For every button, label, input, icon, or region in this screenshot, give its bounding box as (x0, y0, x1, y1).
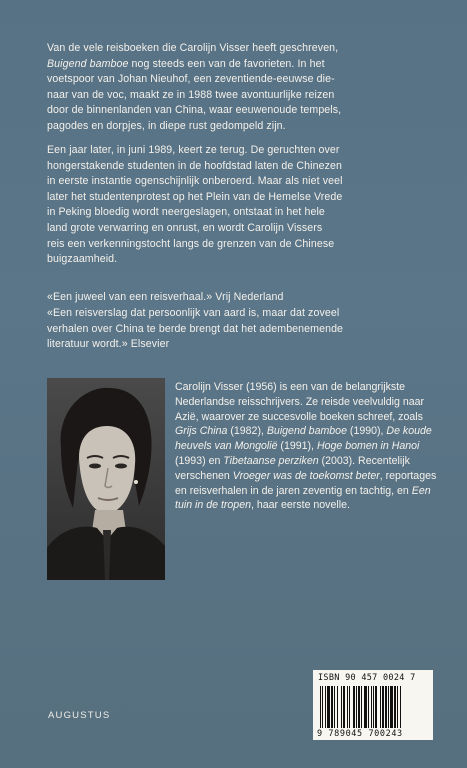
barcode-bar (385, 686, 387, 728)
barcode-bar (334, 686, 335, 728)
author-photo (47, 378, 165, 580)
barcode-bar (353, 686, 355, 728)
barcode-bar (400, 686, 401, 728)
book-title: Tibetaanse perziken (223, 454, 319, 467)
bio-text: (1990), (346, 425, 387, 438)
text-line: land grote verwarring en onrust, en wordt Carolijn Vissers (47, 221, 323, 234)
barcode-bar (343, 686, 345, 728)
text-line: voetspoor van Johan Nieuhof, een zeventiende-eeuwse die- (47, 73, 335, 86)
barcode-bar (373, 686, 374, 728)
barcode-bar (364, 686, 367, 728)
barcode-bar (331, 686, 333, 728)
text-line: in Peking bloedig wordt neergeslagen, ontstaat in het hele (47, 206, 325, 219)
text-line: later het studentenprotest op het Plein van de Hemelse Vrede (47, 190, 343, 203)
barcode-bar (349, 686, 350, 728)
text-line: door de binnenlanden van China, waar eeuwenoude tempels, (47, 104, 342, 117)
text-line: buigzaamheid. (47, 253, 118, 266)
quote-text: verhalen over China te berde brengt dat het adembenemende (47, 322, 344, 335)
text-line: hongerstakende studenten in de hoofdstad laten de Chinezen (47, 159, 342, 172)
barcode-bar (368, 686, 369, 728)
text-line: nog steeds een van de favorieten. In het (128, 57, 325, 70)
book-title: De koude heuvels van Mongolië (175, 425, 432, 453)
barcode-bar (361, 686, 362, 728)
barcode-bar (371, 686, 372, 728)
bio-text: , haar eerste novelle. (250, 499, 350, 512)
book-title: Buigend bamboe (266, 425, 347, 438)
barcode-bar (390, 686, 393, 728)
barcode-bar (394, 686, 396, 728)
barcode (319, 686, 429, 728)
bio-text: , reportages en reisverhalen in de jaren zeventig en tachtig, en (175, 469, 437, 497)
barcode-bar (347, 686, 348, 728)
text-line: pagodes en dorpjes, in diepe rust gedompeld zijn. (47, 119, 286, 132)
quote-source: Elsevier (127, 338, 170, 351)
barcode-bar (388, 686, 389, 728)
quote-text: «Een reisverslag dat persoonlijk van aard is, maar dat zoveel (47, 307, 340, 319)
book-title: Grijs China (175, 425, 228, 438)
author-bio (175, 380, 445, 513)
barcode-bar (320, 686, 321, 728)
barcode-bar (397, 686, 398, 728)
barcode-bar (325, 686, 326, 728)
quote-source: Vrij Nederland (212, 291, 284, 303)
barcode-bar (382, 686, 384, 728)
ean-number: 9 789045 700243 (317, 729, 403, 739)
bio-text: (1993) en (175, 454, 224, 467)
barcode-bar (322, 686, 323, 728)
text-line: Van de vele reisboeken die Carolijn Visser heeft geschreven, (47, 42, 339, 54)
bio-text: (1991), (277, 440, 317, 453)
barcode-bar (337, 686, 338, 728)
review-quote-1 (47, 290, 437, 306)
text-line: reis een verkenningstocht langs de grenzen van de Chinese (47, 237, 335, 250)
blurb-paragraph-1 (47, 41, 437, 135)
barcode-bar (358, 686, 360, 728)
bio-text: (1982), (227, 425, 267, 438)
text-line: in eerste instantie ogenschijnlijk onberoerd. Maar als niet veel (47, 175, 343, 188)
book-title: Hoge bomen in Hanoi (316, 440, 420, 453)
quote-text: «Een juweel van een reisverhaal.» (47, 291, 213, 303)
publisher-name: AUGUSTUS (48, 710, 111, 721)
book-title: Vroeger was de toekomst beter (232, 469, 380, 482)
quote-text: literatuur wordt.» (47, 338, 128, 351)
barcode-bar (375, 686, 377, 728)
book-title: Buigend bamboe (47, 57, 129, 70)
book-title: Een tuin in de tropen (175, 484, 431, 512)
review-quote-2 (47, 306, 437, 353)
blurb-paragraph-2 (47, 143, 437, 268)
bio-text: Carolijn Visser (1956) is een van de belangrijkste Nederlandse reisschrijvers. Ze reisde veelvuldig naar Azië, waarover ze succesvolle boeken schreef, zoals (175, 381, 425, 423)
barcode-bar (380, 686, 381, 728)
barcode-bar (356, 686, 357, 728)
isbn-number: ISBN 90 457 0024 7 (318, 673, 416, 683)
barcode-bar (327, 686, 330, 728)
barcode-bar (341, 686, 342, 728)
bio-text: (2003). Recentelijk verschenen (175, 454, 410, 482)
text-line: Een jaar later, in juni 1989, keert ze terug. De geruchten over (47, 144, 340, 156)
text-line: naar van de voc, maakt ze in 1988 twee avontuurlijke reizen (47, 88, 335, 101)
